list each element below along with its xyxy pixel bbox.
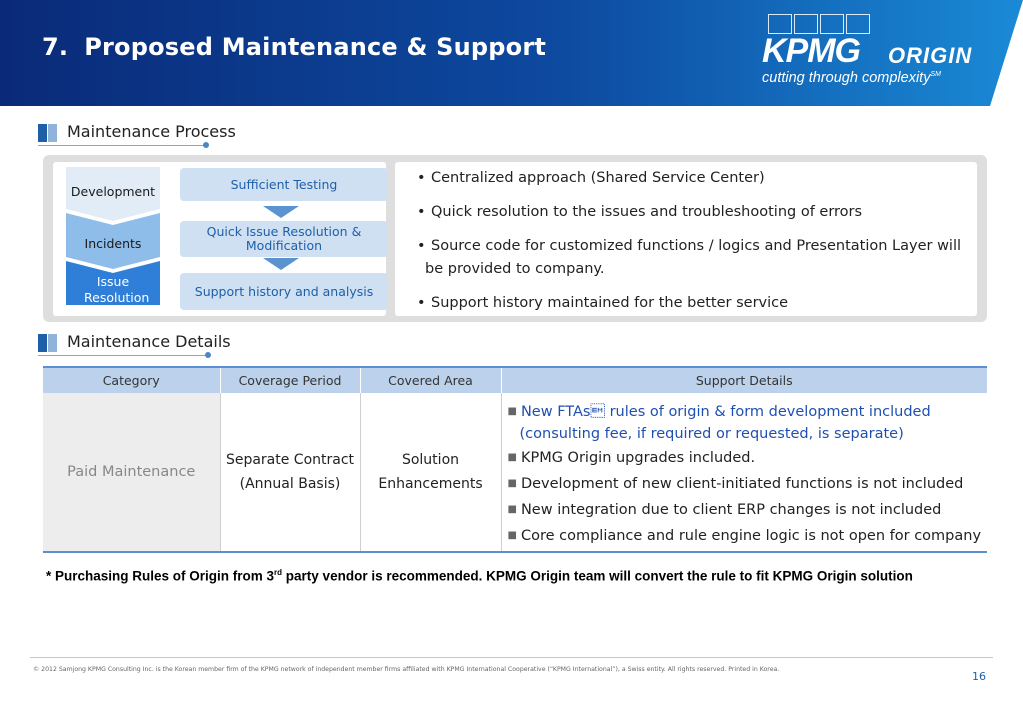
logo-word: KPMG [762, 32, 860, 70]
header-banner [0, 0, 1023, 106]
footnote: * Purchasing Rules of Origin from 3rd party vendor is recommended. KPMG Origin team will convert the rule to fit KPMG Origin solution [46, 568, 913, 584]
detail-item: ■ New integration due to client ERP changes is not included [507, 502, 942, 518]
kpmg-origin-logo [762, 14, 1002, 94]
column-header: Support Details [501, 367, 987, 393]
slide-title [42, 33, 546, 61]
column-header: Coverage Period [220, 367, 360, 393]
slide-title-text: Proposed Maintenance & Support [84, 33, 547, 61]
detail-item: ■ Development of new client-initiated functions is not included [507, 476, 964, 492]
maintenance-details-table [43, 366, 987, 553]
bullet-item: • Quick resolution to the issues and troubleshooting of errors [417, 204, 863, 220]
section-title: Maintenance Details [67, 332, 231, 351]
bullet-item: • Centralized approach (Shared Service Center) [417, 170, 765, 186]
process-bullets [395, 162, 977, 316]
detail-item: ■ KPMG Origin upgrades included. [507, 450, 756, 466]
footer-divider [30, 657, 993, 658]
covered-area-cell: Solution Enhancements [360, 393, 501, 552]
support-details-cell [501, 393, 987, 552]
column-header: Category [43, 367, 220, 393]
category-cell: Paid Maintenance [43, 393, 220, 552]
arrow-down-icon [263, 206, 299, 218]
column-header: Covered Area [360, 367, 501, 393]
section-title: Maintenance Process [67, 122, 236, 141]
page-number: 16 [972, 670, 986, 683]
bullet-item: • Support history maintained for the better service [417, 295, 789, 311]
detail-item: ■ New FTAs rules of origin & form development included [507, 404, 931, 420]
logo-origin: ORIGIN [888, 43, 973, 68]
detail-item: ■ Core compliance and rule engine logic is not open for company [507, 528, 982, 544]
step-quick-resolution: Quick Issue Resolution & Modification [180, 221, 388, 257]
logo-tagline: cutting through complexity℠ [762, 70, 941, 86]
arrow-down-icon [263, 258, 299, 270]
copyright-text: © 2012 Samjong KPMG Consulting Inc. is the Korean member firm of the KPMG network of independent member firms affiliated with KPMG International Cooperative (“KPMG International”), a Swiss entity. All rights reserved. Printed in Korea. [33, 666, 780, 673]
coverage-period-cell: Separate Contract (Annual Basis) [220, 393, 360, 552]
table-row [43, 393, 987, 552]
step-sufficient-testing: Sufficient Testing [180, 168, 388, 201]
detail-item-continuation: (consulting fee, if required or requested, is separate) [519, 426, 904, 442]
process-panel [43, 155, 987, 322]
process-flow: Development Incidents Issue Resolution Sufficient Testing Quick Issue Resolution & Modification Support history and analysis [53, 162, 386, 316]
slide-number: 7. [42, 33, 69, 61]
table-header-row [43, 367, 987, 393]
service-mark: SM [930, 71, 941, 79]
step-support-history: Support history and analysis [180, 273, 388, 310]
heading-dot [205, 352, 211, 358]
bullet-continuation: be provided to company. [425, 261, 605, 277]
heading-dot [203, 142, 209, 148]
bullet-item: • Source code for customized functions / logics and Presentation Layer will be provided to company. [417, 235, 965, 281]
